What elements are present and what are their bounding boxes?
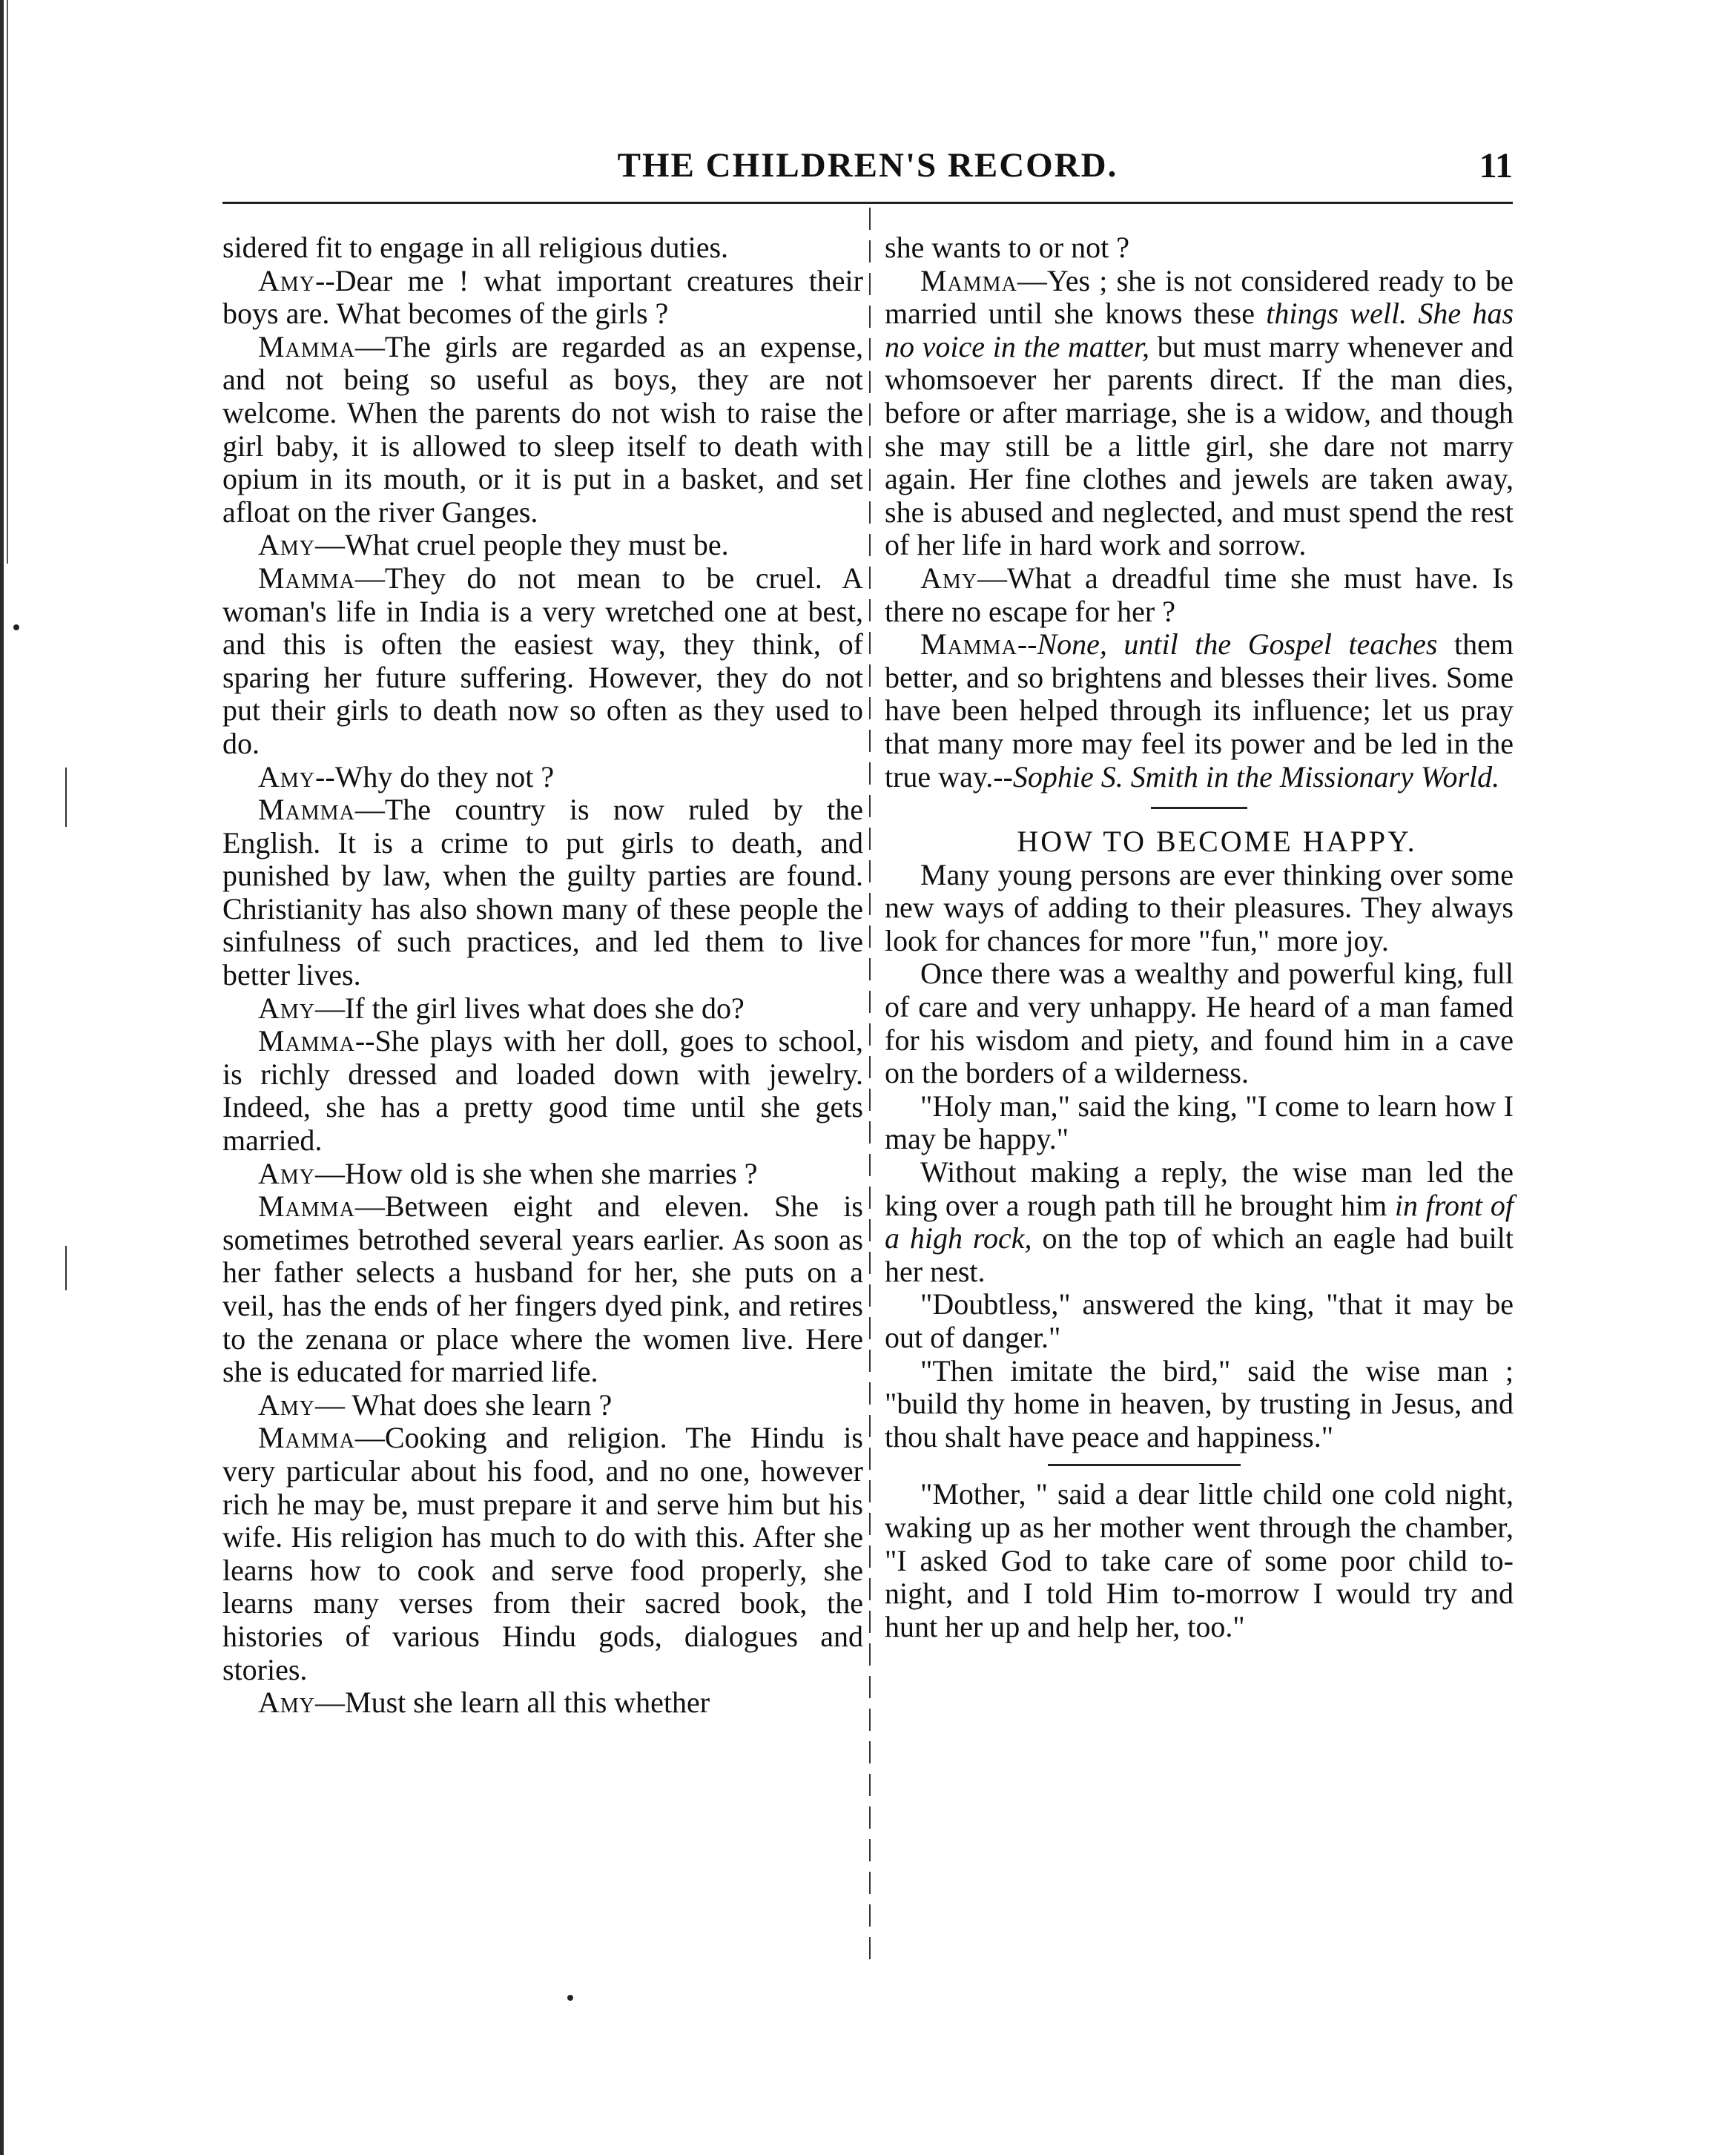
- page-edge-shadow: [0, 0, 4, 2155]
- speaker-name: Mamma: [920, 263, 1017, 297]
- speaker-name: Amy: [258, 1686, 316, 1720]
- attribution: --Sophie S. Smith in the Missionary World.: [993, 759, 1500, 793]
- speaker-name: Mamma: [258, 1421, 355, 1455]
- dialogue-paragraph: [222, 1422, 863, 1686]
- margin-speck: [13, 624, 19, 630]
- dialogue-paragraph: [222, 761, 863, 794]
- column-divider: [869, 208, 871, 1965]
- dialogue-text: —If the girl lives what does she do?: [315, 991, 745, 1025]
- speaker-name: Amy: [258, 759, 316, 793]
- section-rule: [1048, 1464, 1241, 1466]
- header-rule: [222, 202, 1513, 204]
- dialogue-paragraph: [222, 793, 863, 992]
- dialogue-dash: --: [1017, 627, 1037, 661]
- page-number: 11: [1479, 146, 1513, 185]
- dialogue-paragraph: [222, 562, 863, 761]
- dialogue-paragraph: [222, 265, 863, 331]
- story-paragraph: "Then imitate the bird," said the wise man ; "build thy home in heaven, by trusting in Jesus, and thou shalt have peace and happiness.": [885, 1353, 1514, 1453]
- speaker-name: Amy: [920, 561, 978, 595]
- story-paragraph: Many young persons are ever thinking over some new ways of adding to their pleasures. They always look for chances for more "fun," more joy.: [885, 857, 1514, 957]
- dialogue-text: —They do not mean to be cruel. A woman's life in India is a very wretched one at best, and this is often the easiest way, they think, of sparing her future suffering. However, they do not put their girls to death now so often as they used to do.: [222, 561, 863, 760]
- page-header: [222, 139, 1513, 191]
- speaker-name: Amy: [258, 263, 316, 297]
- speaker-name: Mamma: [258, 793, 355, 827]
- dialogue-text: —The country is now ruled by the English. It is a crime to put girls to death, and punished by law, when the guilty parties are found. Christianity has also shown many of these people the sinfulness of such practices, and led them to live better lives.: [222, 793, 863, 992]
- story-paragraph: "Doubtless," answered the king, "that it may be out of danger.": [885, 1287, 1514, 1354]
- story-paragraph: "Holy man," said the king, "I come to learn how I may be happy.": [885, 1089, 1514, 1156]
- running-title: THE CHILDREN'S RECORD.: [617, 146, 1118, 185]
- dialogue-paragraph: [222, 1686, 863, 1720]
- italic-text: None, until the Gospel teaches: [1037, 627, 1438, 661]
- page-edge-line: [7, 0, 8, 564]
- speaker-name: Mamma: [258, 1024, 355, 1058]
- speaker-name: Mamma: [258, 329, 355, 363]
- dialogue-paragraph: [222, 1389, 863, 1422]
- left-column: [222, 231, 863, 1720]
- dialogue-text: --Why do they not ?: [315, 759, 555, 793]
- dialogue-text: —Between eight and eleven. She is sometimes betrothed several years earlier. As soon as her father selects a husband for her, she puts on a veil, has the ends of her fingers dyed pink, and retires to the zenana or place where the women live. Here she is educated for married life.: [222, 1189, 863, 1389]
- margin-mark: [65, 768, 67, 827]
- margin-speck: [567, 1995, 573, 2001]
- dialogue-text: — What does she learn ?: [315, 1387, 613, 1422]
- dialogue-paragraph: [222, 331, 863, 529]
- dialogue-text: —Yes ; she is not considered ready to be married until she knows these: [885, 263, 1514, 331]
- italic-text: in front of a high rock,: [885, 1188, 1514, 1255]
- dialogue-text: --She plays with her doll, goes to school, is richly dressed and loaded down with jewelry. Indeed, she has a pretty good time until she gets married.: [222, 1024, 863, 1158]
- section-rule: [1151, 807, 1247, 809]
- dialogue-text: —Cooking and religion. The Hindu is very particular about his food, and no one, however rich he may be, must prepare it and serve him but his wife. His religion has much to do with this. After she learns how to cook and serve food properly, she learns many verses from their sacred book, the histories of various Hindu gods, dialogues and stories.: [222, 1421, 863, 1686]
- story-text: on the top of which an eagle had built her nest.: [885, 1221, 1514, 1288]
- dialogue-paragraph: [222, 992, 863, 1026]
- dialogue-paragraph: [222, 1190, 863, 1389]
- dialogue-text: —Must she learn all this whether: [315, 1686, 710, 1720]
- speaker-name: Amy: [258, 991, 316, 1025]
- story-text: Without making a reply, the wise man led the king over a rough path till he brought him: [885, 1155, 1514, 1222]
- dialogue-paragraph: [222, 529, 863, 562]
- dialogue-text: —The girls are regarded as an expense, and not being so useful as boys, they are not welcome. When the parents do not wish to raise the girl baby, it is allowed to sleep itself to death with opium in its mouth, or it is put in a basket, and set afloat on the river Ganges.: [222, 329, 863, 529]
- story-paragraph: Once there was a wealthy and powerful king, full of care and very unhappy. He heard of a man famed for his wisdom and piety, and found him in a cave on the borders of a wilderness.: [885, 957, 1514, 1090]
- dialogue-paragraph: [885, 562, 1514, 628]
- speaker-name: Mamma: [258, 1189, 355, 1224]
- margin-mark: [65, 1246, 67, 1290]
- dialogue-text: but must marry whenever and whomsoever her parents direct. If the man dies, before or after marriage, she is a widow, and though she may still be a little girl, she dare not marry again. Her fine clothes and jewels are taken away, she is abused and neglected, and must spend the rest of her life in hard work and sorrow.: [885, 329, 1514, 562]
- dialogue-text: --Dear me ! what important creatures their boys are. What becomes of the girls ?: [222, 263, 863, 331]
- dialogue-paragraph: [222, 1158, 863, 1191]
- story-paragraph: [885, 1156, 1514, 1288]
- story-paragraph: "Mother, " said a dear little child one cold night, waking up as her mother went through the chamber, "I asked God to take care of some poor child to-night, and I told Him to-morrow I would try and hunt her up and help her, too.": [885, 1477, 1514, 1643]
- italic-text: things well. She has no voice in the matter,: [885, 297, 1514, 363]
- right-column: [885, 231, 1514, 1643]
- paragraph: she wants to or not ?: [885, 231, 1129, 264]
- dialogue-paragraph: [222, 1025, 863, 1157]
- speaker-name: Amy: [258, 1387, 316, 1422]
- dialogue-text: —What cruel people they must be.: [315, 528, 729, 562]
- dialogue-paragraph: [885, 628, 1514, 793]
- dialogue-text: —What a dreadful time she must have. Is there no escape for her ?: [885, 561, 1514, 628]
- dialogue-text: —How old is she when she marries ?: [315, 1156, 758, 1190]
- dialogue-text: them better, and so brightens and blesses their lives. Some have been helped through its influence; let us pray that many more may feel its power and be led in the true way.: [885, 627, 1514, 793]
- paragraph: sidered fit to engage in all religious duties.: [222, 231, 729, 264]
- speaker-name: Amy: [258, 528, 316, 562]
- speaker-name: Amy: [258, 1156, 316, 1190]
- speaker-name: Mamma: [920, 627, 1017, 661]
- story-title: HOW TO BECOME HAPPY.: [1017, 825, 1417, 859]
- speaker-name: Mamma: [258, 561, 355, 595]
- dialogue-paragraph: [885, 265, 1514, 562]
